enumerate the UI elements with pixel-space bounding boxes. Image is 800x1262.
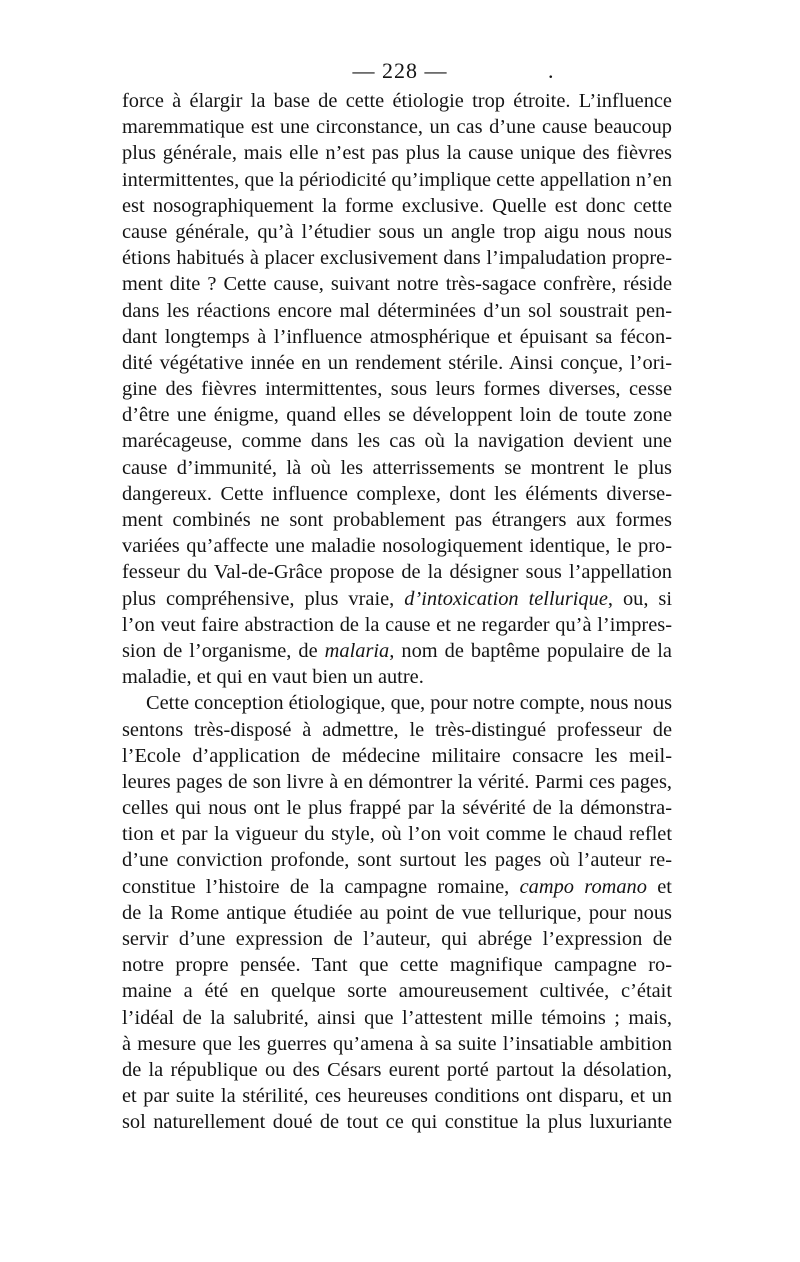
text-line: marécageuse, comme dans les cas où la navigation devient une xyxy=(122,430,672,453)
text-line: est nosographiquement la forme exclusive. Quelle est donc cette xyxy=(122,194,672,217)
text-line: dant longtemps à l’influence atmosphérique et épuisant sa fécon- xyxy=(122,325,672,348)
italic-term: d’intoxication tellurique xyxy=(404,587,608,610)
text-line xyxy=(122,874,672,900)
text-run: constitue l’histoire de la campagne romaine, xyxy=(122,875,520,898)
text-line: sol naturellement doué de tout ce qui constitue la plus luxuriante xyxy=(122,1111,672,1134)
text-line: servir d’une expression de l’auteur, qui abrége l’expression de xyxy=(122,928,672,950)
body-text xyxy=(122,88,672,1136)
text-line: cause d’immunité, là où les atterrissements se montrent le plus xyxy=(122,456,672,479)
text-line: d’être une énigme, quand elles se développent loin de toute zone xyxy=(122,404,672,427)
text-line: ment combinés ne sont probablement pas étrangers aux formes xyxy=(122,509,672,531)
text-line: gine des fièvres intermittentes, sous leurs formes diverses, cesse xyxy=(122,378,672,401)
text-line xyxy=(122,638,672,664)
italic-term: campo romano xyxy=(519,875,647,898)
text-line: maladie, et qui en vaut bien un autre. xyxy=(122,666,424,689)
text-line: maine a été en quelque sorte amoureusement cultivée, c’était xyxy=(122,980,672,1003)
text-line: ment dite ? Cette cause, suivant notre très-sagace confrère, réside xyxy=(122,273,672,296)
text-line: tion et par la vigueur du style, où l’on voit comme le chaud reflet xyxy=(122,823,672,846)
text-run: nom de baptême populaire de la xyxy=(394,639,672,662)
italic-term: malaria, xyxy=(324,639,395,662)
text-line: fesseur du Val-de-Grâce propose de la désigner sous l’appellation xyxy=(122,561,672,584)
text-line: l’Ecole d’application de médecine militaire consacre les meil- xyxy=(122,744,672,767)
text-line: cause générale, qu’à l’étudier sous un angle trop aigu nous nous xyxy=(122,220,672,243)
text-line: dans les réactions encore mal déterminées d’un sol soustrait pen- xyxy=(122,299,672,322)
text-line: dangereux. Cette influence complexe, dont les éléments diverse- xyxy=(122,482,672,505)
text-run: sion de l’organisme, de xyxy=(122,639,325,662)
text-run: plus compréhensive, plus vraie, xyxy=(122,587,405,610)
text-line: sentons très-disposé à admettre, le très-distingué professeur de xyxy=(122,718,672,741)
text-run: et xyxy=(646,875,672,898)
text-line: intermittentes, que la périodicité qu’implique cette appellation n’en xyxy=(122,168,672,191)
text-line: force à élargir la base de cette étiologie trop étroite. L’influence xyxy=(122,90,672,112)
text-line: de la république ou des Césars eurent porté partout la désolation, xyxy=(122,1058,672,1081)
text-line: dité végétative innée en un rendement stérile. Ainsi conçue, l’ori- xyxy=(122,351,672,374)
text-line: l’on veut faire abstraction de la cause et ne regarder qu’à l’impres- xyxy=(122,613,672,636)
text-line xyxy=(122,586,672,612)
corner-mark: . xyxy=(548,58,555,83)
text-line: et par suite la stérilité, ces heureuses conditions ont disparu, et un xyxy=(122,1085,672,1108)
text-line: l’idéal de la salubrité, ainsi que l’attestent mille témoins ; mais, xyxy=(122,1006,672,1029)
page-number xyxy=(0,58,800,84)
text-line: celles qui nous ont le plus frappé par la sévérité de la démonstra- xyxy=(122,797,672,820)
text-line: de la Rome antique étudiée au point de vue tellurique, pour nous xyxy=(122,901,672,924)
text-line: Cette conception étiologique, que, pour notre compte, nous nous xyxy=(146,692,673,715)
text-run: , ou, si xyxy=(607,587,672,610)
text-line: maremmatique est une circonstance, un cas d’une cause beaucoup xyxy=(122,116,672,139)
text-line: étions habitués à placer exclusivement dans l’impaludation propre- xyxy=(122,247,672,270)
text-line: d’une conviction profonde, sont surtout les pages où l’auteur re- xyxy=(122,849,672,872)
text-line: à mesure que les guerres qu’amena à sa suite l’insatiable ambition xyxy=(122,1032,672,1055)
text-line: variées qu’affecte une maladie nosologiquement identique, le pro- xyxy=(122,535,672,558)
text-line: notre propre pensée. Tant que cette magnifique campagne ro- xyxy=(122,954,672,977)
text-line: leures pages de son livre à en démontrer la vérité. Parmi ces pages, xyxy=(122,770,672,793)
page-number-text: — 228 — xyxy=(352,58,448,83)
text-line: plus générale, mais elle n’est pas plus la cause unique des fièvres xyxy=(122,142,672,165)
